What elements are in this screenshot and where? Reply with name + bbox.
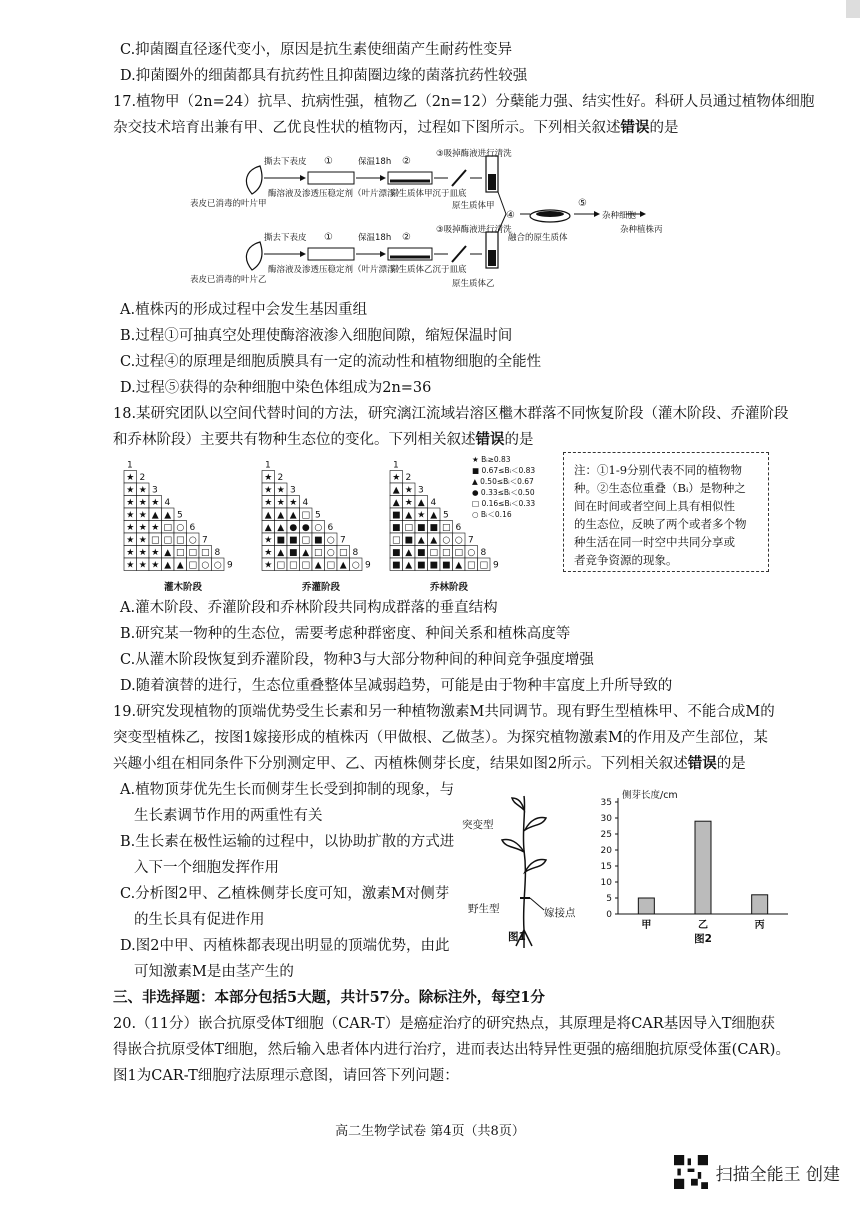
matrix-symbol: ★ (151, 523, 160, 533)
matrix-symbol: ★ (264, 473, 273, 483)
step4-label: ④ (506, 210, 515, 221)
matrix-symbol: ▲ (405, 560, 413, 571)
qr-code-icon (674, 1155, 708, 1189)
matrix-symbol: ▲ (264, 510, 272, 521)
matrix-symbol: □ (301, 535, 311, 546)
matrix-symbol: ▲ (277, 548, 285, 558)
matrix-symbol: ■ (391, 510, 401, 521)
q19-stem-line1: 19.研究发现植物的顶端优势受生长素和另一种植物激素M共同调节。现有野生型植株甲、不能合成M的 (113, 704, 775, 720)
note-line: 注：①1-9分别代表不同的植物物 (574, 463, 743, 477)
matrix-symbol: □ (301, 560, 311, 571)
proto-b-label: 原生质体乙 (452, 279, 495, 289)
matrix-symbol: ○ (454, 535, 463, 546)
matrix-symbol: ○ (213, 560, 222, 571)
matrix-symbol: ★ (264, 485, 273, 496)
matrix-symbol: ★ (392, 473, 401, 483)
matrix-symbol: ★ (126, 510, 135, 521)
q17-option-d: D.过程⑤获得的杂种细胞中染色体组成为2n=36 (120, 380, 432, 396)
matrix-symbol: □ (404, 523, 414, 533)
matrix-species-number: 7 (468, 535, 474, 546)
page-footer: 高二生物学试卷 第4页（共8页） (335, 1124, 525, 1139)
matrix-symbol: ★ (264, 560, 273, 571)
matrix-symbol: ★ (126, 485, 135, 496)
q18-niche-overlap-matrices (120, 450, 560, 592)
matrix-symbol: ■ (276, 535, 286, 546)
leaf-b-icon (246, 242, 261, 270)
matrix-symbol: ■ (313, 535, 323, 546)
legend-entry: □ 0.16≤Bᵢ＜0.33 (472, 499, 536, 508)
matrix-symbol: □ (276, 560, 286, 571)
matrix-symbol: ★ (404, 498, 413, 508)
matrix-symbol: ■ (429, 560, 439, 571)
matrix-symbol: ▲ (277, 523, 285, 533)
matrix-species-number: 7 (340, 535, 346, 546)
step3-label-a: ③吸掉酶液进行清洗 (436, 149, 512, 159)
q19-option-c: C.分析图2甲、乙植株侧芽长度可知，激素M对侧芽 (120, 886, 450, 902)
matrix-symbol: ○ (467, 548, 476, 558)
matrix-symbol: ○ (188, 535, 197, 546)
niche-matrix (124, 461, 233, 593)
chart-y-tick-label: 10 (600, 878, 612, 888)
q19-option-c-cont: 的生长具有促进作用 (134, 912, 265, 928)
matrix-species-number: 8 (352, 548, 359, 558)
q19-option-a-cont: 生长素调节作用的两重性有关 (134, 808, 323, 824)
matrix-symbol: ▲ (392, 485, 400, 496)
matrix-species-number: 8 (214, 548, 221, 558)
tear-label-b: 撕去下表皮 (264, 233, 307, 243)
tear-label-a: 撕去下表皮 (264, 157, 307, 167)
q18-stem-line1: 18.某研究团队以空间代替时间的方法，研究漓江流域岩溶区檵木群落不同恢复阶段（灌木阶段、乔灌阶段 (113, 406, 789, 422)
chart-y-tick-label: 35 (600, 798, 612, 808)
matrix-species-number: 6 (455, 523, 462, 533)
matrix-symbol: ■ (391, 523, 401, 533)
fused-label: 融合的原生质体 (508, 233, 568, 243)
q18-option-c: C.从灌木阶段恢复到乔灌阶段，物种3与大部分物种间的种间竞争强度增强 (120, 652, 594, 668)
q20-line2: 得嵌合抗原受体T细胞，然后输入患者体内进行治疗，进而表达出特异性更强的癌细胞抗原受体蛋(CAR)。 (113, 1042, 790, 1058)
step2-label-a: ② (402, 156, 411, 167)
chart-caption: 图2 (694, 933, 712, 945)
matrix-symbol: ★ (138, 485, 147, 496)
chart-bar (752, 895, 768, 914)
q20-line1: 20.（11分）嵌合抗原受体T细胞（CAR-T）是癌症治疗的研究热点，其原理是将CAR基因导入T细胞获 (113, 1016, 775, 1032)
matrix-symbol: □ (188, 560, 198, 571)
step5-label: ⑤ (578, 198, 587, 209)
q19-option-d: D.图2中甲、丙植株都表现出明显的顶端优势，由此 (120, 938, 450, 954)
note-line: 间在时间或者空间上具有相似性 (574, 499, 735, 513)
note-line: 的生态位，反映了两个或者多个物 (574, 517, 747, 531)
matrix-symbol: ▲ (392, 498, 400, 508)
legend-entry: ★ Bᵢ≥0.83 (472, 455, 511, 464)
matrix-species-number: 9 (493, 560, 499, 571)
q17-option-c: C.过程④的原理是细胞质膜具有一定的流动性和植物细胞的全能性 (120, 354, 542, 370)
legend-entry: ■ 0.67≤Bᵢ＜0.83 (472, 466, 536, 475)
q17-stem-line1: 17.植物甲（2n=24）抗旱、抗病性强，植物乙（2n=12）分蘖能力强、结实性好。科研人员通过植物体细胞 (113, 94, 815, 110)
step1-label-a: ① (324, 156, 333, 167)
matrix-species-number: 6 (327, 523, 334, 533)
matrix-symbol: ★ (126, 535, 135, 546)
fig1-wild-label: 野生型 (468, 903, 500, 915)
matrix-symbol: □ (163, 535, 173, 546)
matrix-symbol: □ (326, 560, 336, 571)
matrix-symbol: ★ (404, 485, 413, 496)
matrix-symbol: □ (429, 548, 439, 558)
sink-a-label: 原生质体甲沉于皿底 (390, 189, 467, 199)
matrix-species-number: 1 (265, 460, 271, 471)
matrix-species-number: 3 (418, 485, 424, 496)
matrix-symbol: ★ (264, 498, 273, 508)
matrix-species-number: 3 (152, 485, 158, 496)
matrix-species-number: 2 (405, 473, 412, 483)
matrix-species-number: 1 (393, 460, 399, 471)
matrix-symbol: ★ (138, 498, 147, 508)
matrix-symbol: ■ (416, 560, 426, 571)
matrix-symbol: □ (338, 548, 348, 558)
matrix-title: 灌木阶段 (164, 582, 203, 592)
step3-label-b: ③吸掉酶液进行清洗 (436, 225, 512, 235)
q19-option-b-cont: 入下一个细胞发挥作用 (134, 860, 279, 876)
matrix-symbol: ▲ (430, 535, 438, 546)
matrix-species-number: 4 (302, 498, 309, 508)
matrix-species-number: 3 (290, 485, 296, 496)
sink-b-label: 原生质体乙沉于皿底 (390, 265, 467, 275)
matrix-symbol: ★ (138, 535, 147, 546)
matrix-symbol: ▲ (314, 560, 322, 571)
chart-y-tick-label: 30 (600, 814, 612, 824)
matrix-symbol: □ (479, 560, 489, 571)
leaf-a-icon (246, 166, 261, 194)
matrix-symbol: □ (441, 548, 451, 558)
niche-matrix (262, 461, 371, 593)
scanner-watermark (674, 1155, 840, 1189)
matrix-symbol: ■ (429, 523, 439, 533)
q18-note-box (563, 452, 769, 572)
q17-protoplast-diagram (190, 148, 670, 300)
legend-entry: ○ Bᵢ＜0.16 (472, 510, 512, 519)
matrix-title: 乔林阶段 (430, 582, 469, 592)
chart-y-tick-label: 20 (600, 846, 612, 856)
matrix-symbol: ▲ (417, 498, 425, 508)
q19-option-b: B.生长素在极性运输的过程中，以协助扩散的方式进 (120, 834, 455, 850)
section3-heading: 三、非选择题：本部分包括5大题，共计57分。除标注外，每空1分 (113, 989, 545, 1006)
matrix-symbol: □ (188, 548, 198, 558)
matrix-species-number: 2 (139, 473, 146, 483)
note-line: 者竞争资源的现象。 (574, 553, 678, 567)
q18-option-b: B.研究某一物种的生态位，需要考虑种群密度、种间关系和植株高度等 (120, 626, 571, 642)
matrix-symbol: ▲ (289, 510, 297, 521)
matrix-symbol: □ (301, 510, 311, 521)
matrix-symbol: □ (150, 535, 160, 546)
matrix-symbol: □ (454, 548, 464, 558)
q16-option-d: D.抑菌圈外的细菌都具有抗药性且抑菌圈边缘的菌落抗药性较强 (120, 68, 528, 84)
matrix-symbol: ● (301, 523, 310, 533)
matrix-species-number: 5 (315, 510, 321, 521)
matrix-species-number: 1 (127, 460, 133, 471)
matrix-symbol: ○ (351, 560, 360, 571)
matrix-symbol: ■ (416, 548, 426, 558)
matrix-symbol: ○ (176, 523, 185, 533)
q20-line3: 图1为CAR-T细胞疗法原理示意图，请回答下列问题： (113, 1068, 459, 1084)
matrix-symbol: □ (175, 535, 185, 546)
matrix-symbol: ▲ (455, 560, 463, 571)
matrix-symbol: □ (391, 535, 401, 546)
matrix-species-number: 6 (189, 523, 196, 533)
matrix-symbol: □ (313, 548, 323, 558)
fig1-caption: 图1 (508, 931, 526, 943)
chart-category-label: 乙 (698, 920, 708, 931)
q18-stem-line2: 和乔林阶段）主要共有物种生态位的变化。下列相关叙述错误的是 (113, 431, 534, 448)
fig1-mutant-label: 突变型 (462, 819, 494, 831)
matrix-symbol: ★ (151, 560, 160, 571)
matrix-symbol: ▲ (164, 548, 172, 558)
scan-corner-mark (846, 0, 860, 18)
matrix-symbol: ■ (404, 535, 414, 546)
matrix-symbol: ★ (126, 560, 135, 571)
matrix-symbol: □ (288, 560, 298, 571)
matrix-symbol: ■ (416, 523, 426, 533)
matrix-species-number: 8 (480, 548, 487, 558)
matrix-symbol: ▲ (176, 560, 184, 571)
chart-bar (695, 821, 711, 914)
matrix-species-number: 9 (365, 560, 371, 571)
enzyme-label-b: 酶溶液及渗透压稳定剂（叶片漂浮） (268, 265, 405, 275)
q19-figure2-bar-chart (590, 786, 800, 946)
matrix-symbol: ▲ (264, 523, 272, 533)
q17-option-a: A.植株丙的形成过程中会发生基因重组 (120, 302, 368, 318)
dish-b1 (308, 248, 354, 260)
matrix-symbol: □ (200, 548, 210, 558)
chart-y-tick-label: 15 (600, 862, 612, 872)
legend-entry: ▲ 0.50≤Bᵢ＜0.67 (472, 477, 534, 486)
leaf-a-label: 表皮已消毒的叶片甲 (190, 199, 267, 209)
warm-label-a: 保温18h (358, 157, 392, 167)
matrix-symbol: ▲ (405, 548, 413, 558)
matrix-species-number: 5 (177, 510, 183, 521)
matrix-species-number: 9 (227, 560, 233, 571)
pipette-a-icon (452, 170, 466, 186)
matrix-symbol: ▲ (277, 510, 285, 521)
warm-label-b: 保温18h (358, 233, 392, 243)
matrix-symbol: ★ (138, 510, 147, 521)
q18-option-a: A.灌木阶段、乔灌阶段和乔林阶段共同构成群落的垂直结构 (120, 600, 498, 616)
q17-stem-line2: 杂交技术培育出兼有甲、乙优良性状的植物丙，过程如下图所示。下列相关叙述错误的是 (113, 119, 679, 136)
step2-label-b: ② (402, 232, 411, 243)
chart-category-label: 甲 (641, 920, 652, 931)
chart-category-label: 丙 (754, 920, 765, 931)
matrix-symbol: □ (175, 548, 185, 558)
matrix-symbol: □ (441, 523, 451, 533)
matrix-symbol: ■ (288, 535, 298, 546)
matrix-symbol: ■ (391, 560, 401, 571)
matrix-species-number: 5 (443, 510, 449, 521)
q19-figure1-graft (462, 790, 592, 950)
matrix-symbol: ★ (138, 523, 147, 533)
enzyme-label-a: 酶溶液及渗透压稳定剂（叶片漂浮） (268, 189, 405, 199)
chart-y-label: 侧芽长度/cm (622, 790, 678, 801)
watermark-text: 扫描全能王 创建 (715, 1164, 840, 1185)
matrix-symbol: ▲ (302, 548, 310, 558)
hybrid-plant-label: 杂种植株丙 (620, 225, 663, 235)
matrix-symbol: ★ (126, 473, 135, 483)
pipette-b-icon (452, 246, 466, 262)
q16-option-c: C.抑菌圈直径逐代变小，原因是抗生素使细菌产生耐药性变异 (120, 42, 513, 58)
matrix-species-number: 4 (164, 498, 171, 508)
matrix-symbol: ○ (442, 535, 451, 546)
matrix-symbol: ★ (138, 560, 147, 571)
matrix-symbol: ▲ (151, 510, 159, 521)
matrix-legend (472, 455, 535, 519)
q17-option-b: B.过程①可抽真空处理使酶溶液渗入细胞间隙，缩短保温时间 (120, 328, 513, 344)
matrix-symbol: ★ (276, 485, 285, 496)
q19-option-a: A.植物顶芽优先生长而侧芽生长受到抑制的现象，与 (120, 782, 455, 798)
matrix-symbol: ■ (441, 560, 451, 571)
matrix-symbol: ★ (264, 535, 273, 546)
q19-stem-line2: 突变型植株乙，按图1嫁接形成的植株丙（甲做根、乙做茎）。为探究植物激素M的作用及产生部位，某 (113, 730, 768, 746)
q19-option-d-cont: 可知激素M是由茎产生的 (134, 964, 294, 980)
matrix-symbol: ○ (326, 535, 335, 546)
chart-bar (638, 898, 654, 914)
matrix-symbol: ★ (151, 498, 160, 508)
step1-label-b: ① (324, 232, 333, 243)
dish-a1 (308, 172, 354, 184)
chart-y-tick-label: 0 (606, 910, 612, 920)
chart-y-tick-label: 5 (606, 894, 612, 904)
fig1-graft-label: 嫁接点 (544, 907, 576, 919)
matrix-symbol: ○ (326, 548, 335, 558)
matrix-symbol: ★ (138, 548, 147, 558)
q19-stem-line3: 兴趣小组在相同条件下分别测定甲、乙、丙植株侧芽长度，结果如图2所示。下列相关叙述错误的是 (113, 755, 746, 772)
matrix-symbol: ▲ (417, 535, 425, 546)
matrix-symbol: ★ (151, 548, 160, 558)
matrix-symbol: ★ (126, 548, 135, 558)
matrix-symbol: ■ (391, 548, 401, 558)
matrix-species-number: 2 (277, 473, 284, 483)
matrix-symbol: ★ (264, 548, 273, 558)
hybrid-cell-label: 杂种细胞 (602, 211, 637, 221)
matrix-symbol: ★ (126, 523, 135, 533)
matrix-symbol: ○ (201, 560, 210, 571)
note-line: 种生活在同一时空中共同分享或 (574, 535, 735, 549)
matrix-symbol: □ (466, 560, 476, 571)
matrix-species-number: 7 (202, 535, 208, 546)
matrix-symbol: ▲ (430, 510, 438, 521)
matrix-symbol: ■ (288, 548, 298, 558)
proto-a-label: 原生质体甲 (452, 201, 495, 211)
note-line: 种。②生态位重叠（Bᵢ）是物种之 (574, 481, 746, 495)
matrix-symbol: ▲ (164, 560, 172, 571)
matrix-species-number: 4 (430, 498, 437, 508)
matrix-symbol: ▲ (405, 510, 413, 521)
matrix-symbol: ★ (417, 510, 426, 521)
matrix-symbol: ▲ (339, 560, 347, 571)
matrix-symbol: ▲ (164, 510, 172, 521)
matrix-symbol: ○ (314, 523, 323, 533)
matrix-symbol: ● (289, 523, 298, 533)
matrix-title: 乔灌阶段 (302, 582, 341, 592)
legend-entry: ● 0.33≤Bᵢ＜0.50 (472, 488, 535, 497)
matrix-symbol: ★ (126, 498, 135, 508)
matrix-symbol: ★ (289, 498, 298, 508)
matrix-symbol: ★ (276, 498, 285, 508)
chart-y-tick-label: 25 (600, 830, 612, 840)
q18-option-d: D.随着演替的进行，生态位重叠整体呈减弱趋势，可能是由于物种丰富度上升所导致的 (120, 678, 673, 694)
leaf-b-label: 表皮已消毒的叶片乙 (190, 275, 267, 285)
matrix-symbol: □ (163, 523, 173, 533)
